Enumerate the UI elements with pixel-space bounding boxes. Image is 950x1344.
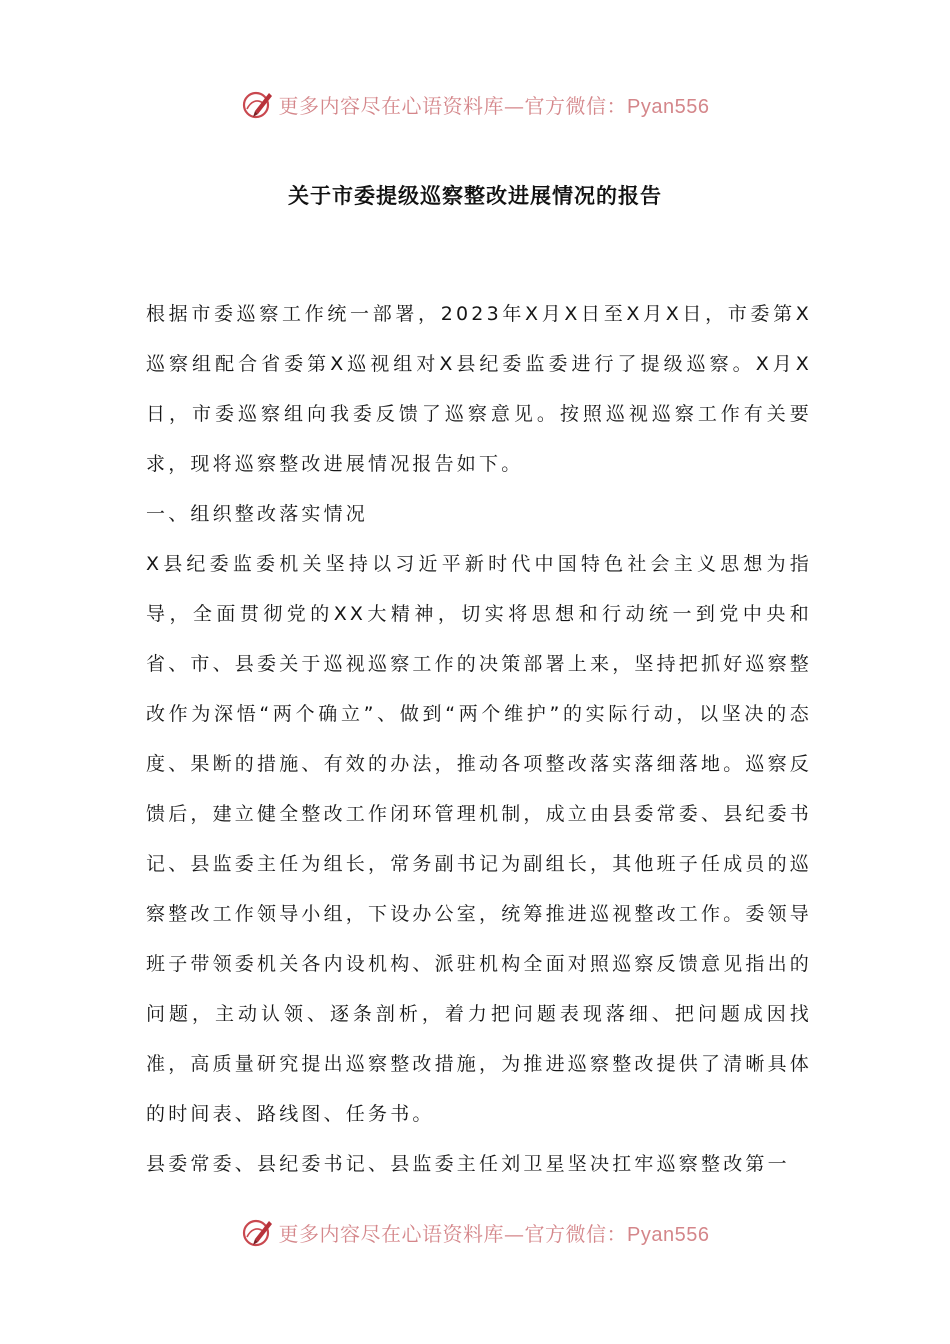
watermark-header [0, 84, 950, 124]
document-body [146, 289, 812, 1189]
pen-logo-icon [241, 87, 275, 121]
watermark-text: 更多内容尽在心语资料库—官方微信：Pyan556 [278, 93, 710, 118]
paragraph-organization: X县纪委监委机关坚持以习近平新时代中国特色社会主义思想为指导，全面贯彻党的XX大精神，切实将思想和行动统一到党中央和省、市、县委关于巡视巡察工作的决策部署上来，坚持把抓好巡察整改作为深悟“两个确立”、做到“两个维护”的实际行动，以坚决的态度、果断的措施、有效的办法，推动各项整改落实落细落地。巡察反馈后，建立健全整改工作闭环管理机制，成立由县委常委、县纪委书记、县监委主任为组长，常务副书记为副组长，其他班子任成员的巡察整改工作领导小组，下设办公室，统筹推进巡视整改工作。委领导班子带领委机关各内设机构、派驻机构全面对照巡察反馈意见指出的问题，主动认领、逐条剖析，着力把问题表现落细、把问题成因找准，高质量研究提出巡察整改措施，为推进巡察整改提供了清晰具体的时间表、路线图、任务书。 [146, 553, 813, 1125]
document-title: 关于市委提级巡察整改进展情况的报告 [288, 184, 662, 208]
wechat-id: Pyan556 [627, 1223, 710, 1246]
section-heading-1: 一、组织整改落实情况 [146, 503, 369, 525]
paragraph-leadership: 县委常委、县纪委书记、县监委主任刘卫星坚决扛牢巡察整改第一 [146, 1153, 790, 1175]
watermark-text: 更多内容尽在心语资料库—官方微信：Pyan556 [278, 1221, 710, 1246]
watermark-footer [0, 1212, 950, 1252]
wechat-id: Pyan556 [627, 95, 710, 118]
pen-logo-icon [241, 1215, 275, 1249]
paragraph-intro: 根据市委巡察工作统一部署，2023年X月X日至X月X日，市委第X巡察组配合省委第X巡视组对X县纪委监委进行了提级巡察。X月X日，市委巡察组向我委反馈了巡察意见。按照巡视巡察工作有关要求，现将巡察整改进展情况报告如下。 [146, 303, 812, 475]
